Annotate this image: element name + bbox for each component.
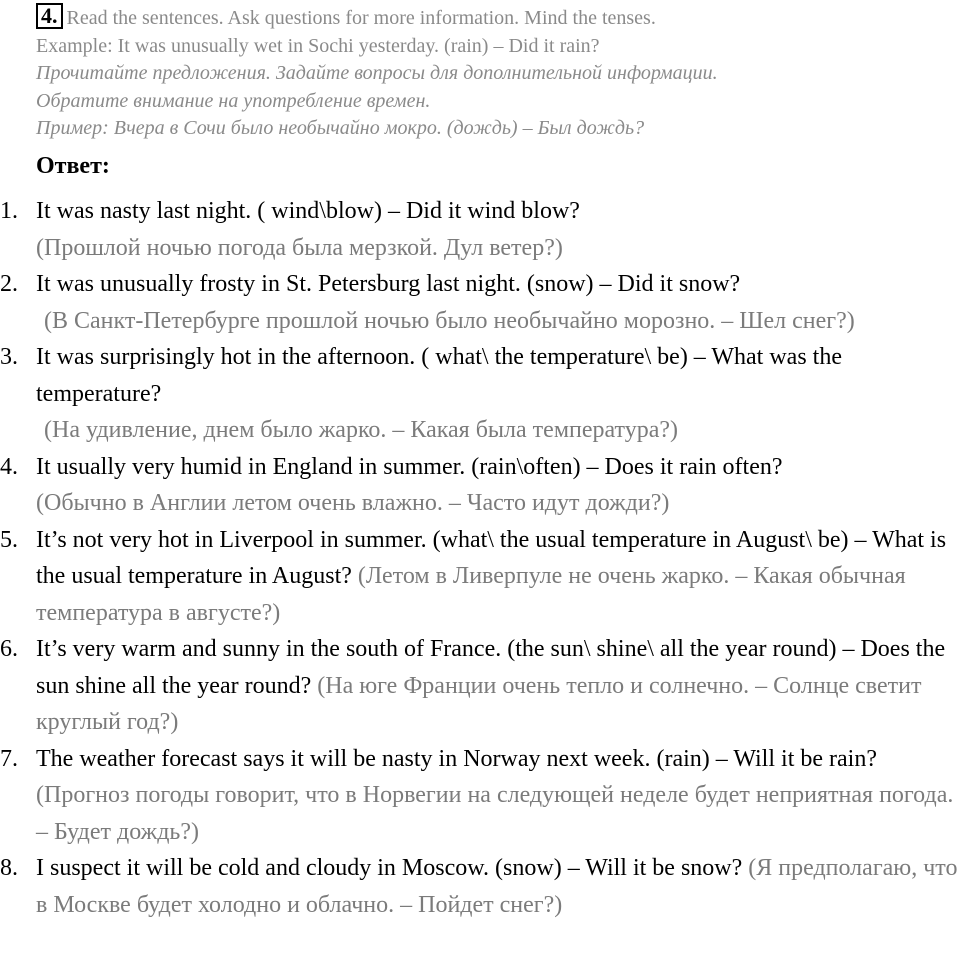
instruction-en: Read the sentences. Ask questions for more information. Mind the tenses. <box>66 7 656 29</box>
item-translation: (Летом в Ливерпуле не очень жарко. – Какая обычная температура в августе?) <box>36 563 906 626</box>
item-number: 4. <box>0 453 18 480</box>
answer-list <box>0 193 960 923</box>
item-translation: (На юге Франции очень тепло и солнечно. – Солнце светит круглый год?) <box>36 672 922 735</box>
answer-heading: Ответ: <box>36 153 110 179</box>
item-english: It was surprisingly hot in the afternoon. ( what\ the temperature\ be) – What was the temperature? <box>36 344 842 407</box>
item-translation: (В Санкт-Петербурге прошлой ночью было необычайно морозно. – Шел снег?) <box>44 307 855 334</box>
item-english: I suspect it will be cold and cloudy in Moscow. (snow) – Will it be snow? <box>36 855 743 881</box>
answer-item-6 <box>0 631 960 741</box>
item-english: It’s not very hot in Liverpool in summer. (what\ the usual temperature in August\ be) – What is the usual temperature in August? <box>36 526 947 589</box>
item-number: 7. <box>0 745 18 772</box>
item-translation: (Прошлой ночью погода была мерзкой. Дул ветер?) <box>36 234 563 261</box>
answer-item-5 <box>0 522 960 632</box>
item-number: 1. <box>0 198 18 224</box>
item-english: It’s very warm and sunny in the south of France. (the sun\ shine\ all the year round) – Does the sun shine all the year round? <box>36 636 946 699</box>
item-english: It usually very humid in England in summer. (rain\often) – Does it rain often? <box>36 453 783 480</box>
item-translation: (Прогноз погоды говорит, что в Норвегии на следующей неделе будет неприятная погода. – Будет дождь?) <box>36 782 954 845</box>
instruction-ru-1: Прочитайте предложения. Задайте вопросы для дополнительной информации. <box>36 62 718 84</box>
item-english: The weather forecast says it will be nasty in Norway next week. (rain) – Will it be rain? <box>36 745 877 772</box>
answer-item-7 <box>0 741 960 851</box>
item-english: It was unusually frosty in St. Petersburg last night. (snow) – Did it snow? <box>36 271 741 297</box>
item-number: 8. <box>0 855 18 881</box>
item-number: 6. <box>0 636 18 662</box>
item-number: 3. <box>0 344 18 370</box>
answer-item-2 <box>0 266 960 339</box>
task-number-box: 4. <box>36 3 63 29</box>
item-english: It was nasty last night. ( wind\blow) – Did it wind blow? <box>36 198 580 224</box>
item-translation: (Обычно в Англии летом очень влажно. – Часто идут дожди?) <box>36 490 670 516</box>
example-ru: Пример: Вчера в Сочи было необычайно мокро. (дождь) – Был дождь? <box>36 117 645 139</box>
item-translation: (На удивление, днем было жарко. – Какая была температура?) <box>44 417 679 443</box>
instruction-ru-2: Обратите внимание на употребление времен. <box>36 89 431 112</box>
answer-item-1 <box>0 193 960 266</box>
answer-item-4 <box>0 449 960 522</box>
answer-item-8 <box>0 850 960 923</box>
example-en: Example: It was unusually wet in Sochi yesterday. (rain) – Did it rain? <box>36 34 600 57</box>
item-number: 2. <box>0 271 18 297</box>
task-instructions <box>36 4 956 143</box>
item-translation: (Я предполагаю, что в Москве будет холодно и облачно. – Пойдет снег?) <box>36 855 958 918</box>
answer-item-3 <box>0 339 960 449</box>
item-number: 5. <box>0 526 18 553</box>
